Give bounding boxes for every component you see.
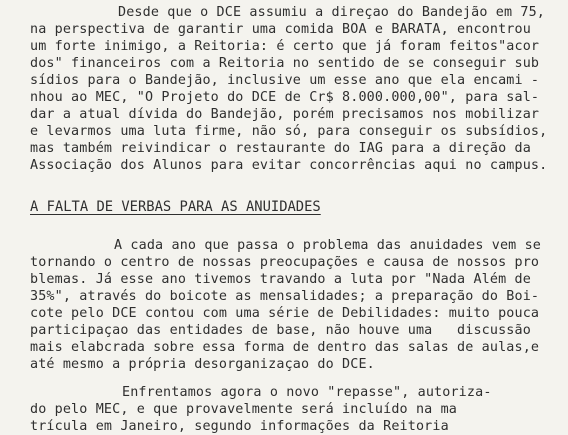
- text-line: blemas. Já esse ano tivemos travando a luta por "Nada Além de: [30, 272, 531, 287]
- text-line: Associação dos Alunos para evitar concorrências aqui no campus.: [30, 158, 548, 173]
- text-line: sídios para o Bandejão, inclusive um esse ano que ela encami -: [30, 73, 540, 88]
- text-line: A cada ano que passa o problema das anuidades vem se: [114, 238, 542, 253]
- text-line: nhou ao MEC, "O Projeto do DCE de Cr$ 8.000.000,00", para sal-: [30, 90, 540, 105]
- text-line: Desde que o DCE assumiu a direçao do Bandejão em 75,: [118, 5, 546, 20]
- text-line: trícula em Janeiro, segundo informações da Reitoria: [30, 419, 449, 434]
- text-line: dar a atual dívida do Bandejão, porém precisamos nos mobilizar: [30, 107, 540, 122]
- text-line: na perspectiva de garantir uma comida BOA e BARATA, encontrou: [30, 22, 531, 37]
- text-line: cote pelo DCE contou com uma série de Debilidades: muito pouca: [30, 306, 540, 321]
- text-line: tornando o centro de nossas preocupações e causa de nossos pro: [30, 255, 540, 270]
- text-line: dos" financeiros com a Reitoria no sentido de se conseguir sub: [30, 56, 540, 71]
- text-line: e levarmos uma luta firme, não só, para conseguir os subsídios,: [30, 124, 548, 139]
- text-line: um forte inimigo, a Reitoria: é certo que já foram feitos"acor: [30, 39, 540, 54]
- text-line: até mesmo a própria desorganizaçao do DCE.: [30, 357, 375, 372]
- text-line: mas também reivindicar o restaurante do IAG para a direção da: [30, 141, 531, 156]
- text-line: Enfrentamos agora o novo "repasse", autoriza-: [122, 385, 492, 400]
- text-line: mais elabcrada sobre essa forma de dentro das salas de aulas,e: [30, 340, 540, 355]
- text-line: do pelo MEC, e que provavelmente será incluído na ma: [30, 402, 458, 417]
- text-line: participaçao das entidades de base, não houve uma discussão: [30, 323, 531, 338]
- text-line: 35%", através do boicote as mensalidades; a preparação do Boi-: [30, 289, 540, 304]
- section-heading: A FALTA DE VERBAS PARA AS ANUIDADES: [30, 199, 321, 215]
